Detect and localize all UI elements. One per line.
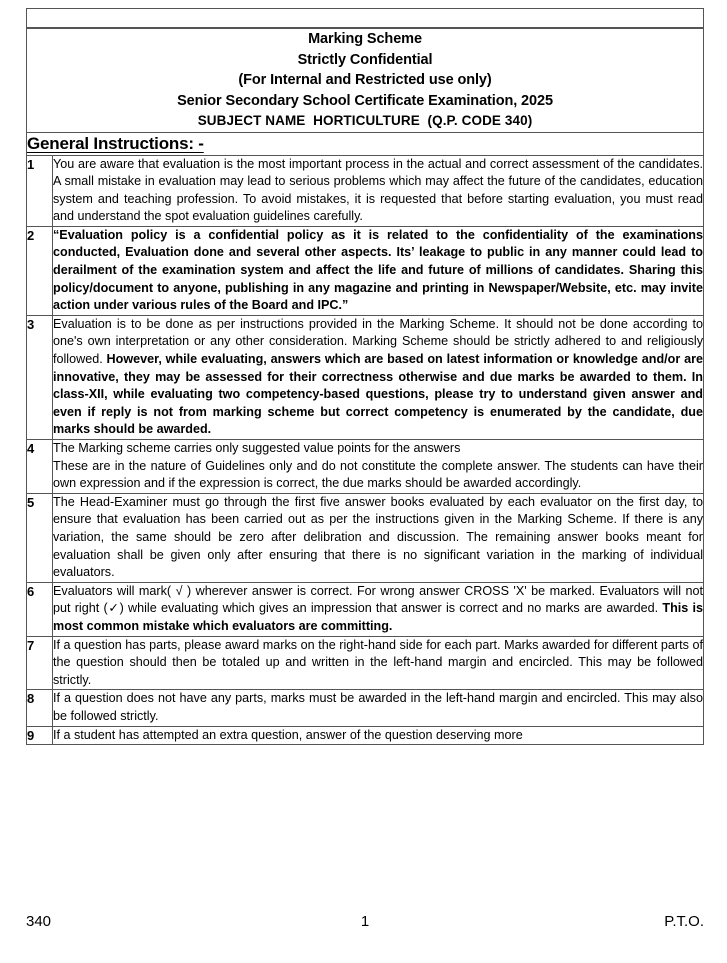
instruction-row — [27, 726, 704, 745]
instruction-text — [53, 440, 704, 494]
instruction-number: 2 — [27, 226, 53, 315]
footer-subject-code: 340 — [26, 913, 52, 930]
instruction-text — [53, 582, 704, 636]
instruction-row — [27, 315, 704, 439]
instruction-paragraph — [53, 690, 703, 725]
header-title-examination: Senior Secondary School Certificate Examination, 2025 — [177, 92, 553, 109]
instruction-text — [53, 226, 704, 315]
instruction-number: 9 — [27, 726, 53, 745]
general-instructions-cell — [27, 132, 704, 155]
general-instructions-title: General Instructions: - — [27, 133, 204, 153]
body-text: Evaluators will mark( √ ) wherever answer is correct. For wrong answer CROSS 'X' be marked. Evaluators will not put right (✓) while evaluating which gives an impression that answer is correct and no marks are awarded. — [53, 583, 703, 616]
instruction-row — [27, 493, 704, 582]
body-text: You are aware that evaluation is the most important process in the actual and correct assessment of the candidates. A small mistake in evaluation may lead to serious problems which may affect the future of the candidates, education system and teaching profession. To avoid mistakes, it is requested that before starting evaluation, you must read and understand the spot evaluation guidelines carefully. — [53, 156, 703, 224]
instruction-number: 4 — [27, 440, 53, 494]
header-title-strictly-confidential: Strictly Confidential — [297, 51, 433, 68]
instruction-number: 5 — [27, 493, 53, 582]
body-text: If a student has attempted an extra question, answer of the question deserving more — [53, 727, 523, 742]
instruction-row — [27, 226, 704, 315]
instruction-paragraph — [53, 156, 703, 226]
instruction-number: 8 — [27, 690, 53, 726]
instruction-row — [27, 155, 704, 226]
body-text: The Head-Examiner must go through the first five answer books evaluated by each evaluator on the first day, to ensure that evaluation has been carried out as per the instructions given in the Marking Scheme. If there is any variation, the same should be zero after delibration and discussion. The remaining answer books meant for evaluation shall be given only after ensuring that there is no significant variation in the marking of individual evaluators. — [53, 494, 703, 580]
emphasis-text: However, while evaluating, answers which are based on latest information or knowledge and/or are innovative, they may be assessed for their correctness otherwise and due marks be awarded to them. In class-XII, while evaluating two competency-based questions, please try to understand given answer and even if reply is not from marking scheme but correct competency is enumerated by the candidate, due marks should be awarded. — [53, 352, 703, 437]
instruction-number: 3 — [27, 315, 53, 439]
instruction-paragraph — [53, 316, 703, 439]
document-header — [27, 28, 704, 132]
instruction-text — [53, 315, 704, 439]
instruction-row — [27, 440, 704, 494]
instruction-number: 1 — [27, 155, 53, 226]
top-spacer-row — [27, 9, 704, 29]
instruction-rows — [27, 155, 704, 745]
body-text: If a question has parts, please award marks on the right-hand side for each part. Marks awarded for different parts of the question should then be totaled up and written in the left-hand margin and encircled. This may be followed strictly. — [53, 637, 703, 687]
general-instructions-row — [27, 132, 704, 155]
instruction-paragraph — [53, 727, 703, 745]
body-text: If a question does not have any parts, marks must be awarded in the left-hand margin and encircled. This may also be followed strictly. — [53, 691, 703, 723]
body-text: Evaluation is to be done as per instructions provided in the Marking Scheme. It should not be done according to one's own interpretation or any other consideration. Marking Scheme should be strictly adhered to and religiously followed. — [53, 316, 703, 367]
instruction-row — [27, 636, 704, 690]
body-text: The Marking scheme carries only suggested value points for the answers — [53, 441, 461, 455]
header-subject-line: SUBJECT NAME HORTICULTURE (Q.P. CODE 340) — [197, 113, 533, 128]
instruction-text — [53, 636, 704, 690]
instruction-paragraph — [53, 637, 703, 690]
body-text: These are in the nature of Guidelines only and do not constitute the complete answer. The students can have their own expression and if the expression is correct, the due marks should be awarded accordingly. — [53, 458, 703, 491]
emphasis-text: “Evaluation policy is a confidential policy as it is related to the confidentiality of the examinations conducted, Evaluation done and several other aspects. Its’ leakage to public in any manner could lead to derailment of the examination system and affect the life and future of millions of candidates. Sharing this policy/document to anyone, publishing in any magazine and printing in Newspaper/Website, etc. may invite action under various rules of the Board and IPC.” — [53, 227, 703, 313]
emphasis-text: This is most common mistake which evaluators are committing. — [53, 601, 703, 633]
table-body — [27, 9, 704, 156]
page-footer — [26, 912, 704, 932]
top-spacer-cell — [27, 9, 704, 29]
footer-page-number: 1 — [360, 913, 370, 930]
header-title-marking-scheme: Marking Scheme — [308, 31, 422, 47]
instruction-paragraph — [53, 227, 703, 315]
instruction-paragraph — [53, 583, 703, 636]
instruction-text — [53, 155, 704, 226]
instruction-paragraph — [53, 494, 703, 582]
instruction-row — [27, 690, 704, 726]
instruction-paragraph — [53, 440, 703, 458]
instruction-text — [53, 493, 704, 582]
instruction-text — [53, 726, 704, 745]
instruction-paragraph — [53, 458, 703, 493]
header-row — [27, 28, 704, 132]
instruction-text — [53, 690, 704, 726]
instruction-number: 7 — [27, 636, 53, 690]
footer-pto: P.T.O. — [664, 913, 704, 930]
header-title-internal-use: (For Internal and Restricted use only) — [238, 72, 492, 88]
instruction-row — [27, 582, 704, 636]
marking-scheme-table — [26, 8, 704, 745]
instruction-number: 6 — [27, 582, 53, 636]
